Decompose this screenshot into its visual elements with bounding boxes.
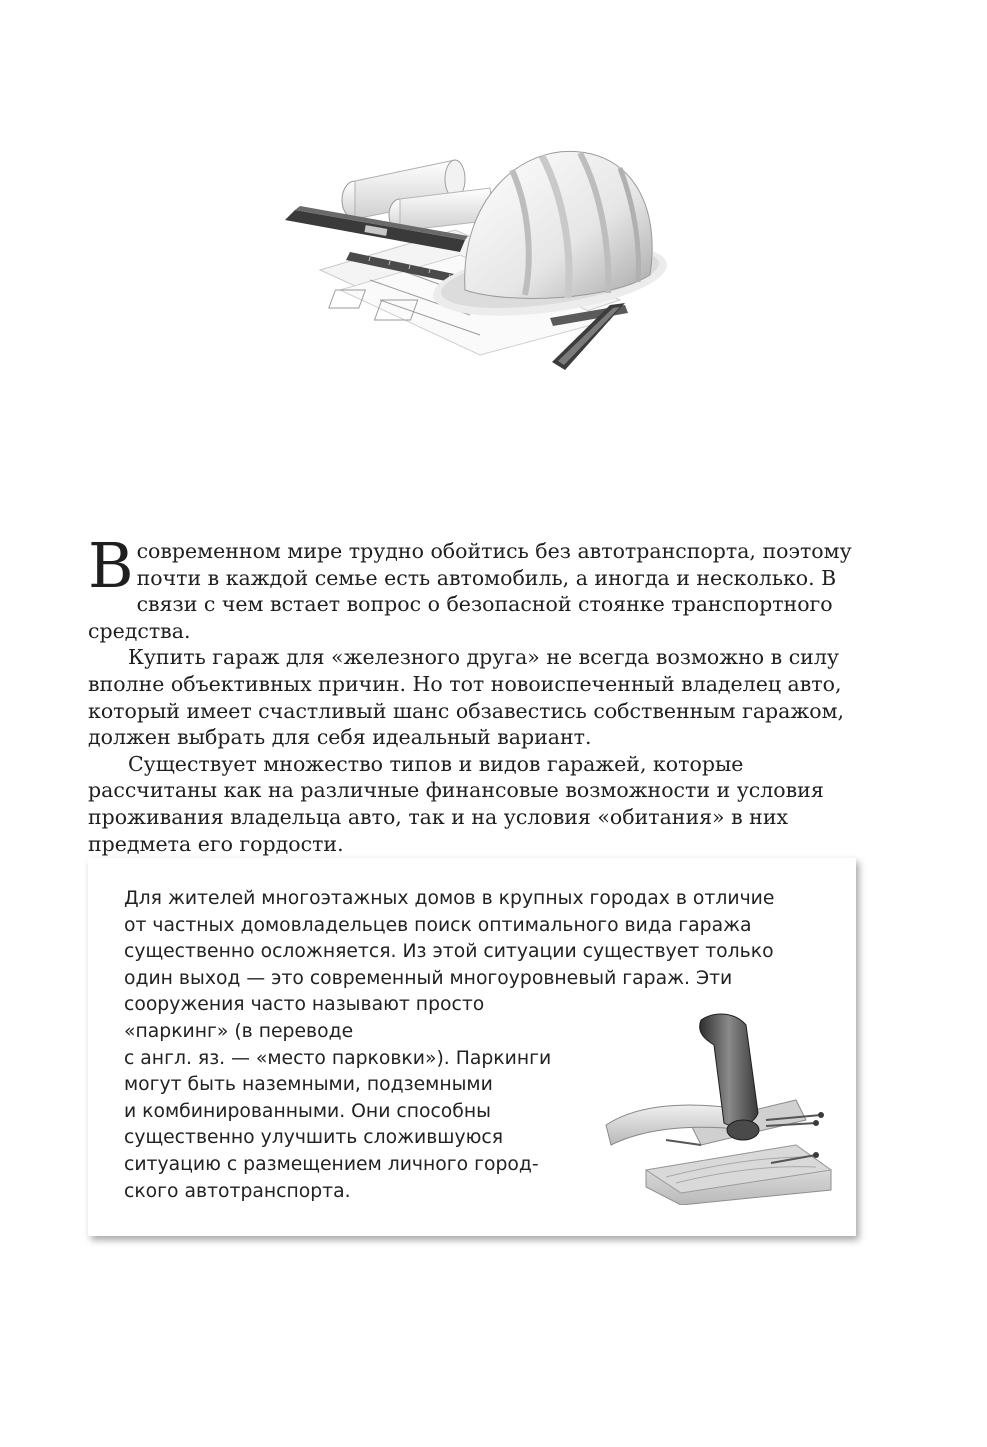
callout-line: Для жителей многоэтажных домов в крупных городах в отличие	[124, 888, 775, 909]
callout-line: существенно осложняется. Из этой ситуации существует только	[124, 941, 774, 963]
callout-line: ситуацию с размещением личного город-	[124, 1153, 539, 1175]
callout-line: от частных домовладельцев поиск оптимального вида гаража	[124, 914, 752, 936]
paragraph-3: Существует множество типов и видов гаражей, которые рассчитаны как на различные финансовые возможности и условия проживания владельца авто, так и на условия «обитания» в них предмета его гордости.	[88, 751, 824, 856]
paragraph-2: Купить гараж для «железного друга» не всегда возможно в силу вполне объективных причин. Но тот новоиспеченный владелец авто, который имеет счастливый шанс обзавестись собственным гаражом, должен выбрать для себя идеальный вариант.	[88, 645, 845, 750]
article-body	[88, 529, 868, 857]
callout-line: «паркинг» (в переводе	[124, 1020, 354, 1042]
callout-line: могут быть наземными, подземными	[124, 1074, 493, 1096]
drop-cap: В	[88, 529, 134, 602]
hard-hat-blueprints-illustration	[280, 140, 670, 375]
paragraph-1	[88, 529, 868, 644]
callout-line: сооружения часто называют просто	[124, 994, 485, 1016]
callout-line: существенно улучшить сложившуюся	[124, 1127, 504, 1149]
callout-line: и комбинированными. Они способны	[124, 1100, 491, 1122]
callout-line: с англ. яз. — «место парковки»). Паркинги	[124, 1047, 552, 1069]
hammer-nails-illustration	[596, 1005, 836, 1205]
paragraph-1-text: современном мире трудно обойтись без автотранспорта, поэтому почти в каждой семье есть автомобиль, а иногда и несколько. В связи с чем встает вопрос о безопасной стоянке транспортного средства.	[88, 539, 852, 643]
callout-line: один выход — это современный многоуровневый гараж. Эти	[124, 967, 733, 989]
callout-line: ского автотранспорта.	[124, 1180, 351, 1202]
